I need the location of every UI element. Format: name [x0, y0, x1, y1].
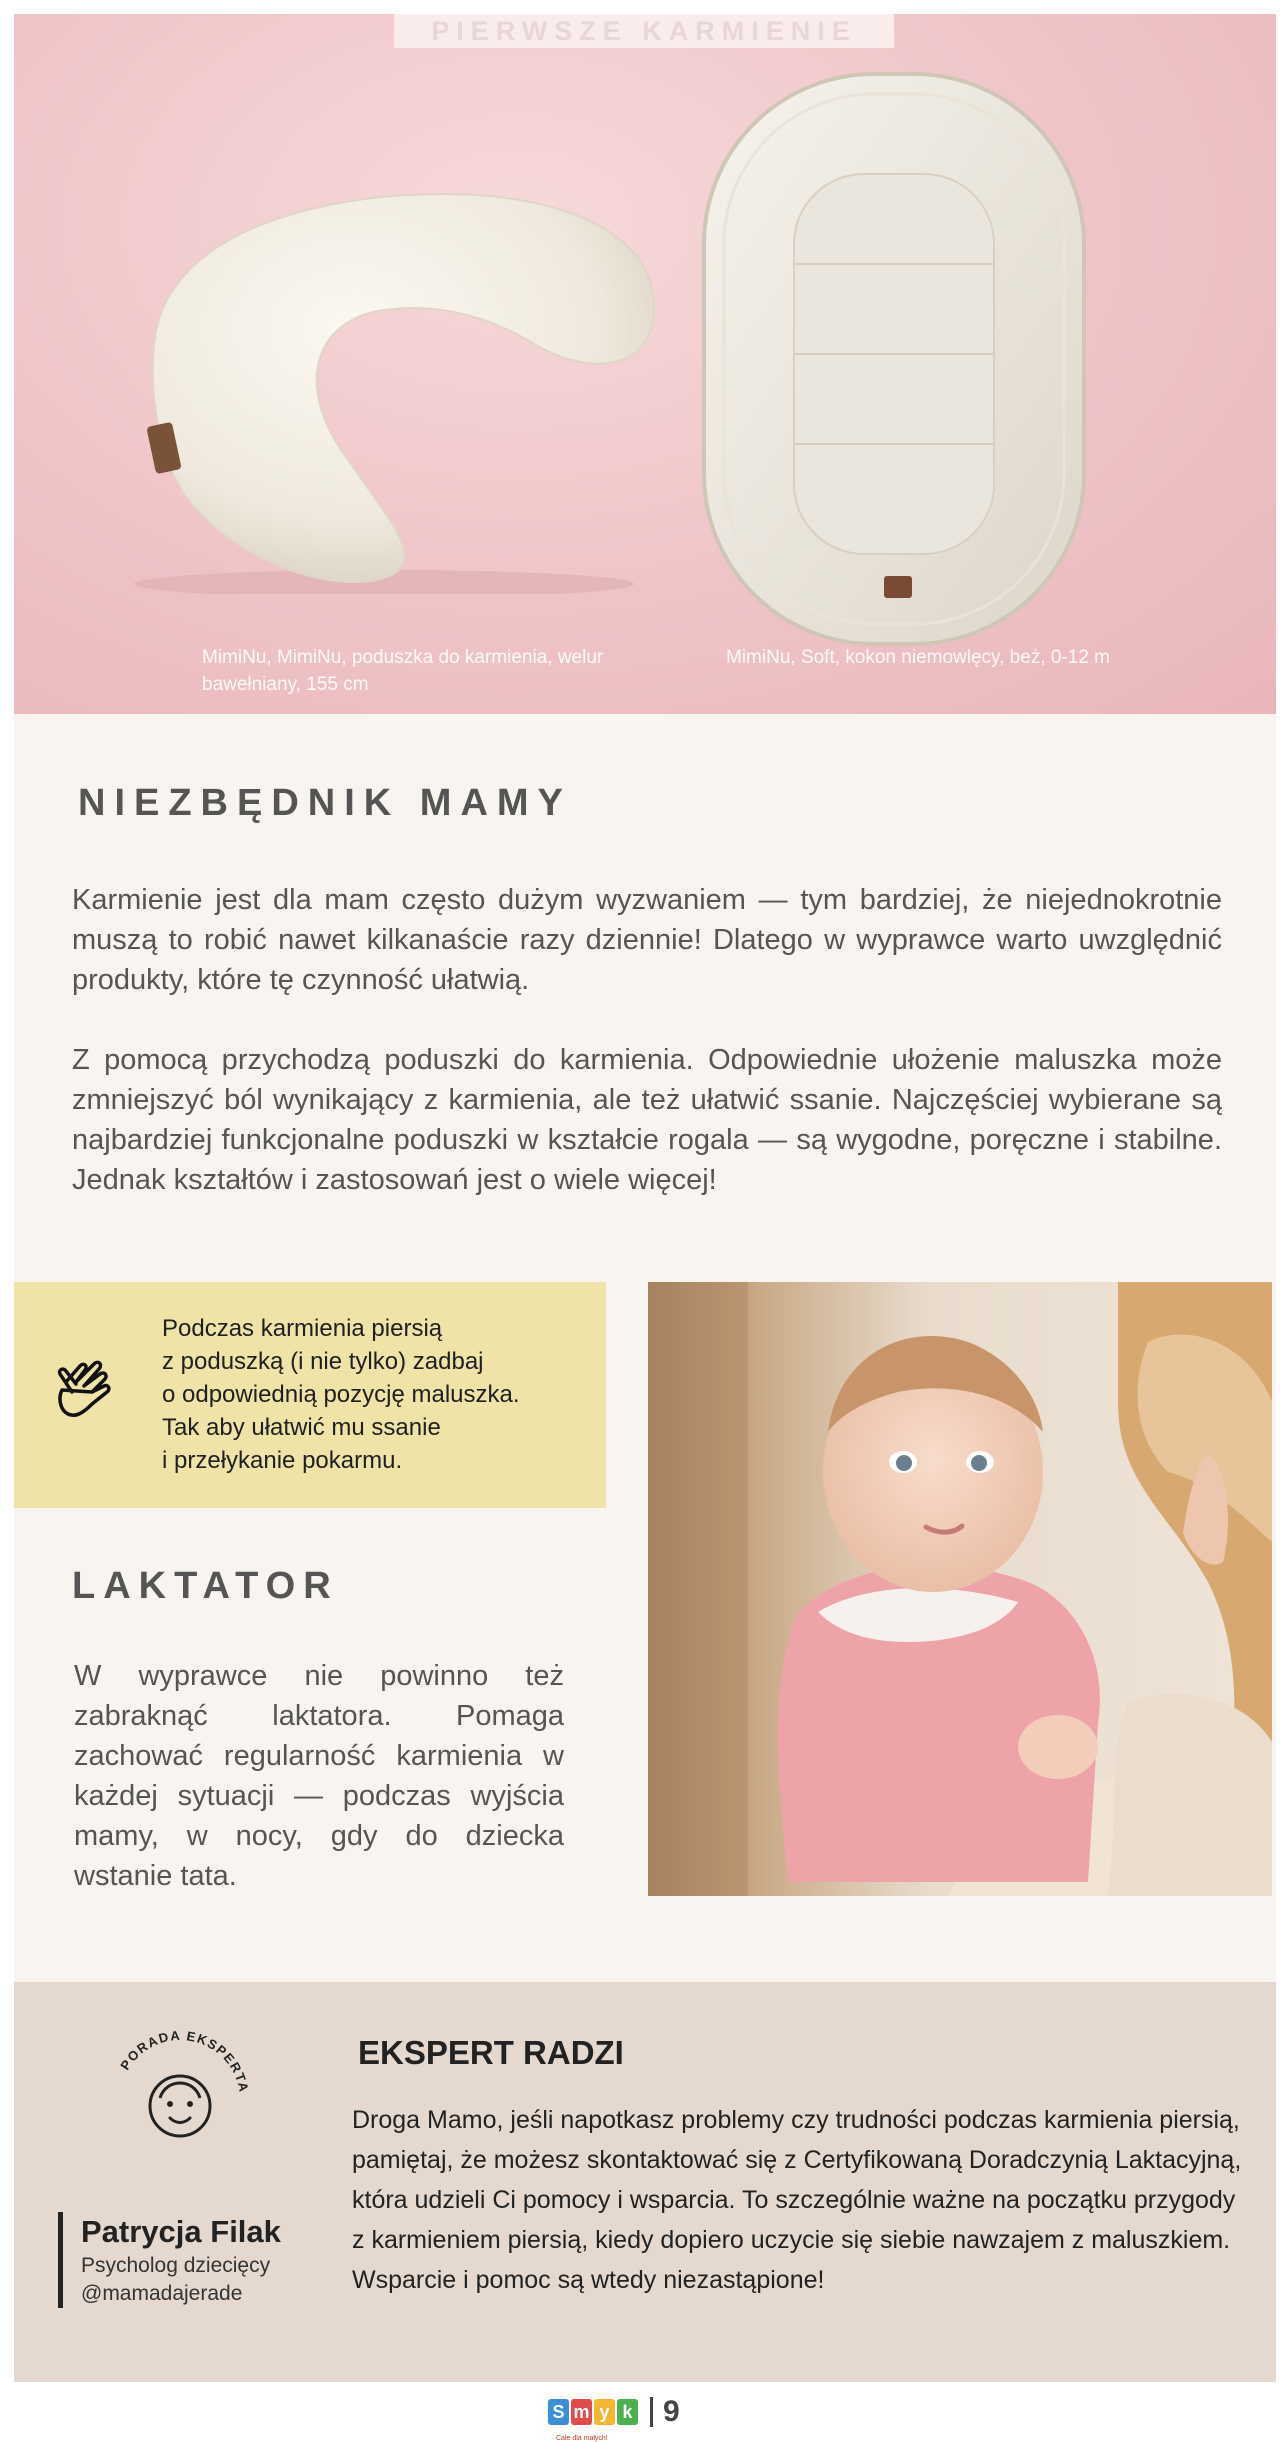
logo-letter: k [617, 2399, 638, 2425]
expert-role: Psycholog dziecięcy [81, 2254, 271, 2277]
tip-line: Tak aby ułatwić mu ssanie [162, 1414, 441, 1441]
logo-letter: m [571, 2399, 592, 2425]
tip-line: i przełykanie pokarmu. [162, 1447, 403, 1474]
paragraph-pillows: Z pomocą przychodzą poduszki do karmienia. Odpowiednie ułożenie maluszka może zmniejszyć ból wynikający z karmienia, ale też ułatwić ssanie. Najczęściej wybierane są najbardziej funkcjonalne poduszki w kształcie rogala — są wygodne, poręczne i stabilne. Jednak kształtów i zastosowań jest o wiele więcej! [72, 1044, 1222, 1196]
tip-line: z poduszką (i nie tylko) zadbaj [162, 1348, 484, 1375]
footer-divider [650, 2397, 653, 2427]
tip-line: o odpowiednią pozycję maluszka. [162, 1381, 520, 1408]
expert-handle[interactable]: @mamadajerade [81, 2282, 243, 2305]
paragraph-intro: Karmienie jest dla mam często dużym wyzwaniem — tym bardziej, że niejednokrotnie muszą to robić nawet kilkanaście razy dziennie! Dlatego w wyprawce warto uwzględnić produkty, które tę czynność ułatwią. [72, 884, 1222, 996]
hero-banner [14, 14, 1276, 714]
heading-ekspert-radzi: EKSPERT RADZI [358, 2034, 624, 2071]
baby-cocoon-image[interactable] [694, 64, 1104, 664]
expert-badge-icon [100, 2020, 260, 2180]
paragraph-laktator: W wyprawce nie powinno też zabraknąć laktatora. Pomaga zachować regularność karmienia w każdej sytuacji — podczas wyjścia mamy, w nocy, gdy do dziecka wstanie tata. [74, 1660, 564, 1892]
logo-letter: y [594, 2399, 615, 2425]
footer [548, 2390, 680, 2442]
mother-baby-photo [648, 1282, 1272, 1896]
caption-nursing-pillow[interactable]: MimiNu, MimiNu, poduszka do karmienia, welur bawełniany, 155 cm [202, 647, 604, 695]
expert-profile [58, 2212, 281, 2308]
expert-name: Patrycja Filak [81, 2214, 281, 2249]
logo-letter: S [548, 2399, 569, 2425]
tip-box [14, 1282, 606, 1508]
badge-label: PORADA EKSPERTA [117, 2027, 252, 2095]
hero-title: PIERWSZE KARMIENIE [394, 14, 894, 48]
nursing-pillow-image[interactable] [114, 174, 664, 594]
hand-icon [54, 1352, 120, 1432]
smyk-logo[interactable] [548, 2399, 640, 2442]
tip-text [162, 1312, 592, 1477]
heading-laktator: LAKTATOR [72, 1565, 339, 1607]
logo-tagline: Całe dla małych! [556, 2435, 608, 2442]
paragraph-expert-advice: Droga Mamo, jeśli napotkasz problemy czy trudności podczas karmienia piersią, pamiętaj, że możesz skontaktować się z Certyfikowaną Doradczynią Laktacyjną, która udzieli Ci pomocy i wsparcia. To szczególnie ważne na początku przygody z karmieniem piersią, kiedy dopiero uczycie się siebie nawzajem z maluszkiem. Wsparcie i pomoc są wtedy niezastąpione! [352, 2106, 1242, 2294]
page-number: 9 [663, 2395, 680, 2428]
tip-line: Podczas karmienia piersią [162, 1315, 443, 1342]
heading-niezbednik-mamy: NIEZBĘDNIK MAMY [78, 782, 572, 824]
caption-baby-cocoon[interactable]: MimiNu, Soft, kokon niemowlęcy, beż, 0-12 m [726, 647, 1111, 668]
